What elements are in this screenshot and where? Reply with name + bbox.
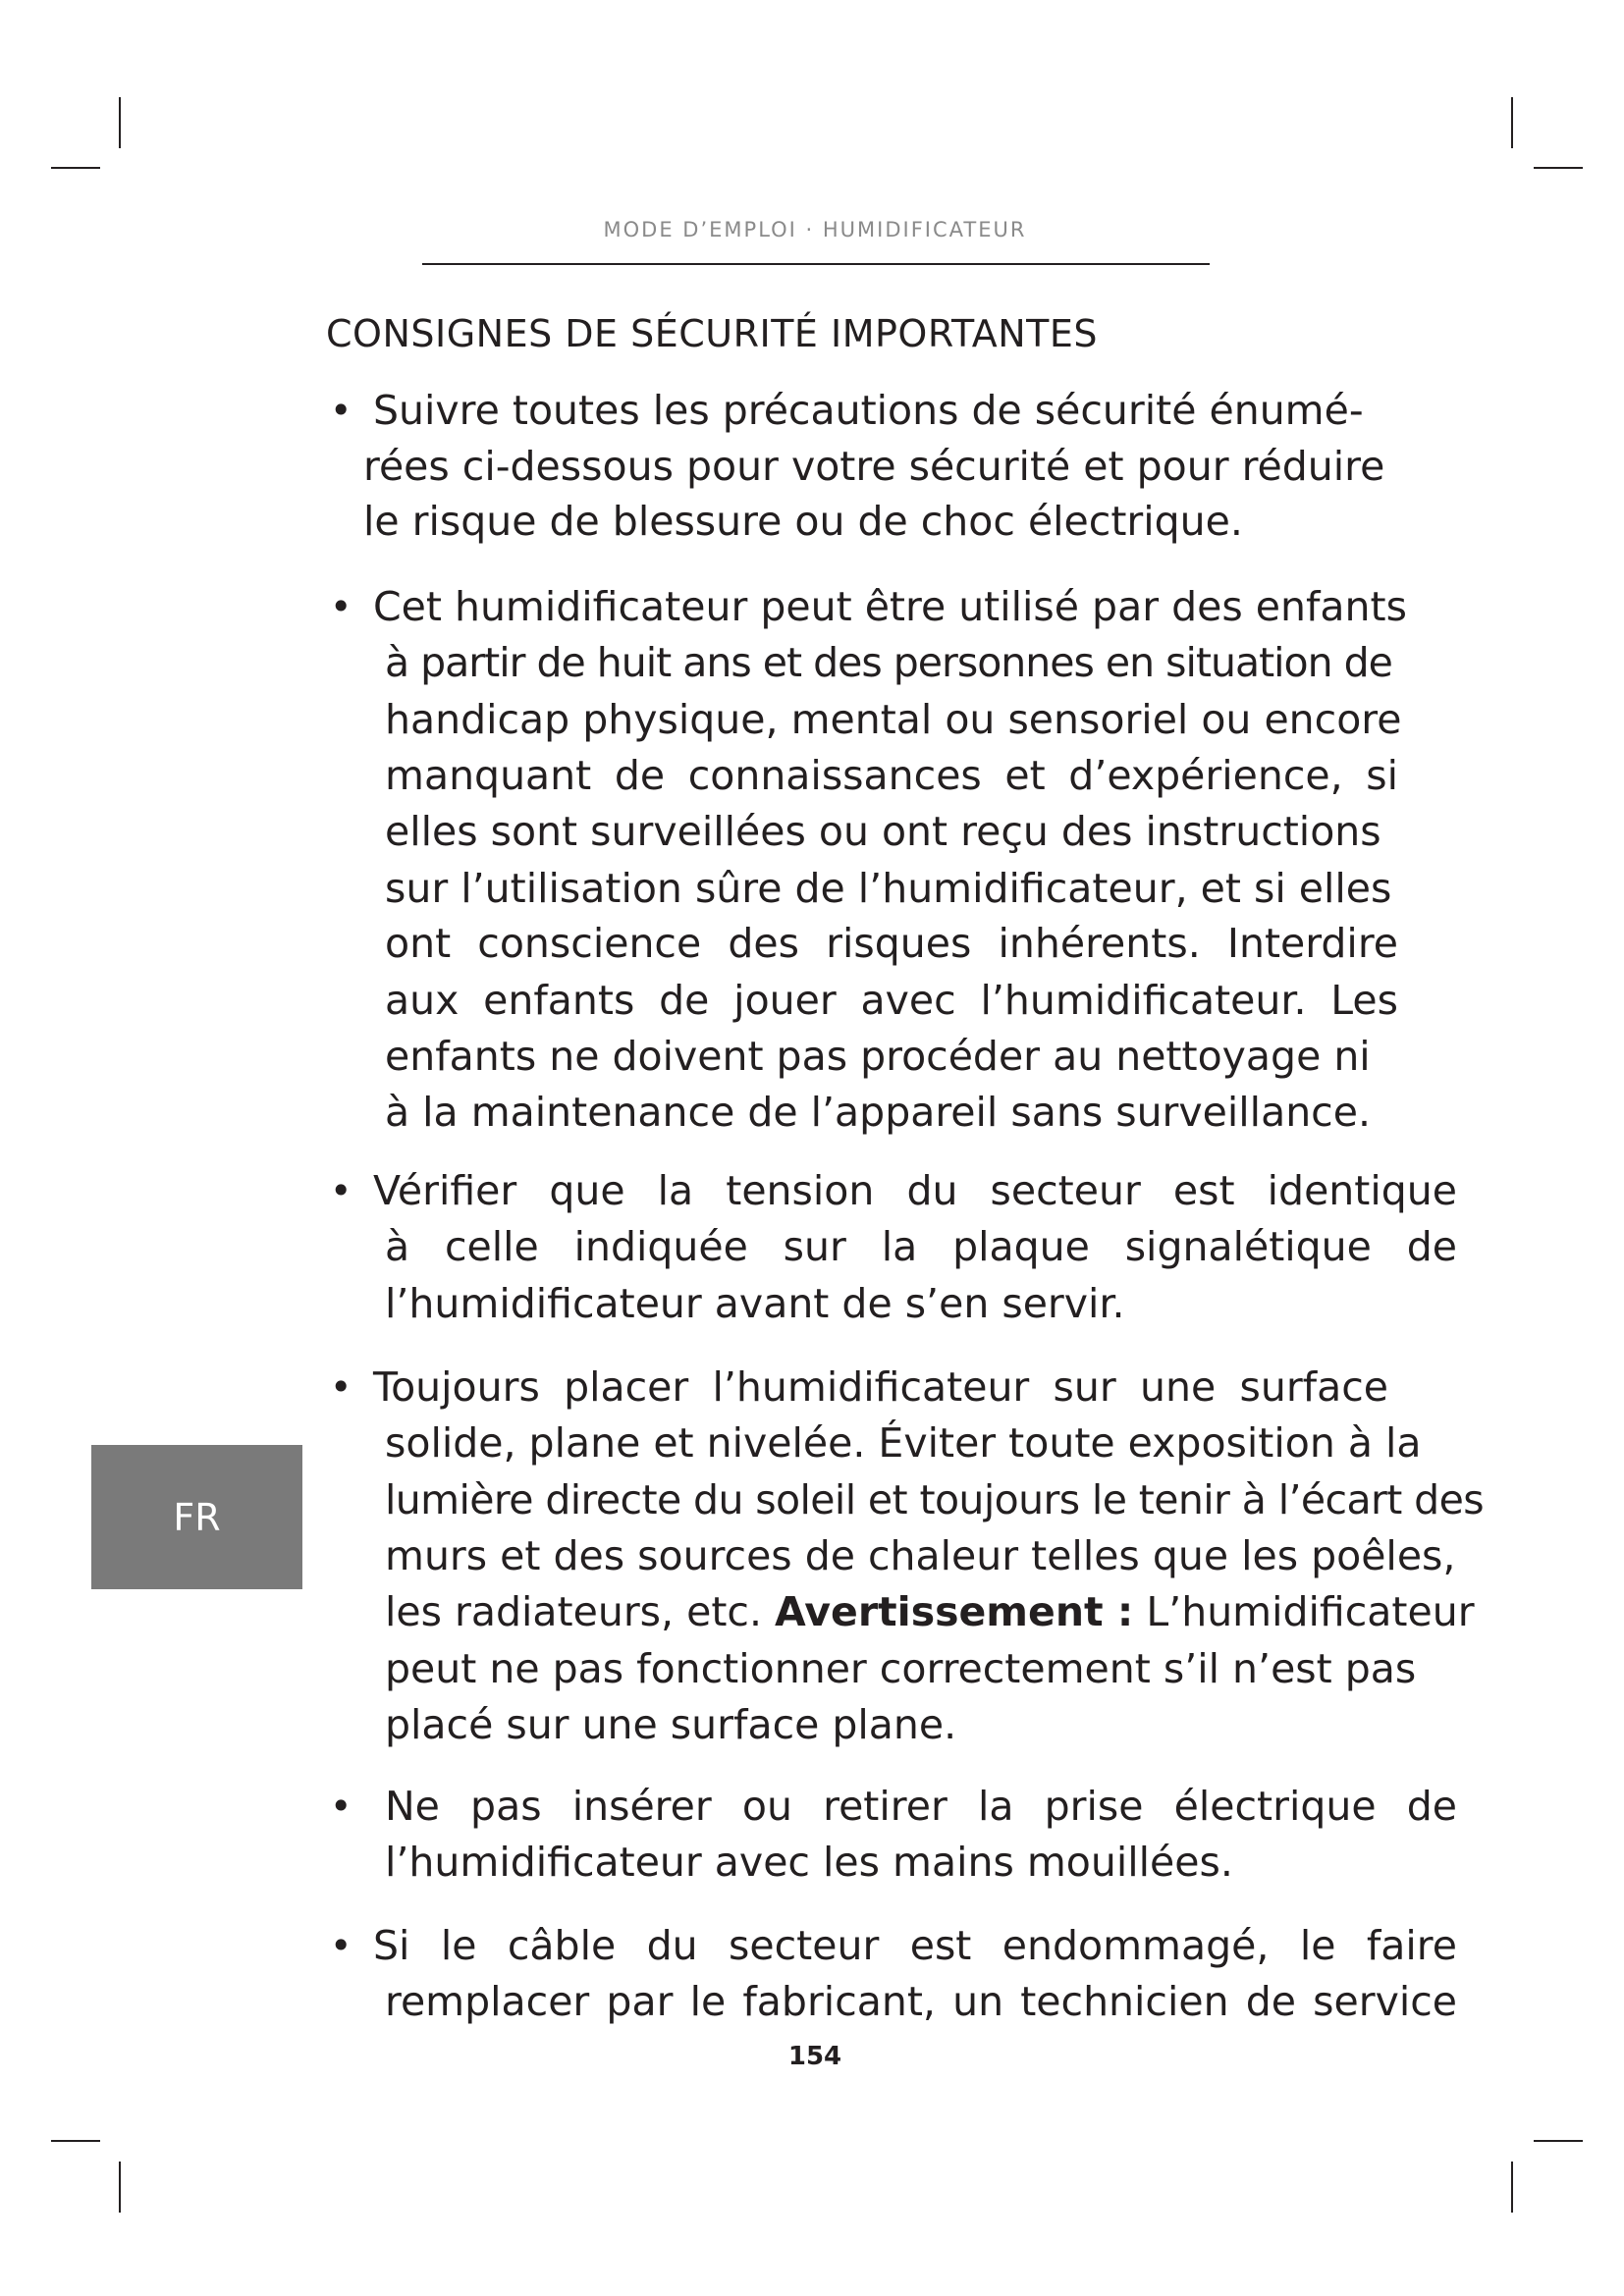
text-line: à celle indiquée sur la plaque signalétique de	[385, 1223, 1457, 1270]
text-line: elles sont surveillées ou ont reçu des instructions	[385, 808, 1381, 855]
text-line: le risque de blessure ou de choc électrique.	[363, 498, 1243, 545]
text-line: ont conscience des risques inhérents. Interdire	[385, 920, 1398, 967]
text-line: à la maintenance de l’appareil sans surveillance.	[385, 1089, 1371, 1136]
crop-mark-top-right-vertical	[1511, 97, 1513, 148]
text-line: l’humidificateur avant de s’en servir.	[385, 1280, 1125, 1327]
crop-mark-top-left-vertical	[119, 97, 121, 148]
text-line: aux enfants de jouer avec l’humidificateur. Les	[385, 977, 1398, 1024]
crop-mark-bottom-left-horizontal	[51, 2140, 100, 2142]
bullet-icon: •	[330, 1365, 352, 1409]
text-line: rées ci-dessous pour votre sécurité et pour réduire	[363, 443, 1385, 490]
language-tab-label: FR	[173, 1495, 221, 1539]
text-line: manquant de connaissances et d’expérience, si	[385, 752, 1398, 799]
bullet-icon: •	[330, 1924, 352, 1967]
crop-mark-top-right-horizontal	[1534, 167, 1583, 169]
bullet-icon: •	[330, 1785, 352, 1828]
text-line: l’humidificateur avec les mains mouillées.	[385, 1839, 1233, 1886]
language-tab	[91, 1445, 302, 1589]
text-line: placé sur une surface plane.	[385, 1701, 957, 1748]
warning-label: Avertissement :	[775, 1588, 1134, 1635]
crop-mark-top-left-horizontal	[51, 167, 100, 169]
text-line: enfants ne doivent pas procéder au nettoyage ni	[385, 1033, 1371, 1080]
page-number: 154	[787, 2042, 842, 2071]
text-line: Vérifier que la tension du secteur est identique	[373, 1167, 1457, 1214]
text-line: murs et des sources de chaleur telles que les poêles,	[385, 1532, 1456, 1579]
text-line: peut ne pas fonctionner correctement s’il n’est pas	[385, 1645, 1417, 1692]
warning-line	[385, 1584, 1475, 1640]
crop-mark-bottom-right-vertical	[1511, 2162, 1513, 2213]
text-line: Toujours placer l’humidificateur sur une surface	[373, 1363, 1388, 1411]
text-line: remplacer par le fabricant, un technicien de service	[385, 1978, 1457, 2025]
text-line: sur l’utilisation sûre de l’humidificateur, et si elles	[385, 865, 1392, 912]
section-title: CONSIGNES DE SÉCURITÉ IMPORTANTES	[326, 312, 1098, 355]
text-line: à partir de huit ans et des personnes en situation de	[385, 639, 1392, 686]
header-rule	[422, 263, 1210, 265]
text-line: Si le câble du secteur est endommagé, le faire	[373, 1922, 1457, 1969]
crop-mark-bottom-left-vertical	[119, 2162, 121, 2213]
text-line: solide, plane et nivelée. Éviter toute exposition à la	[385, 1419, 1422, 1467]
warning-line-after: L’humidificateur	[1133, 1588, 1475, 1635]
bullet-icon: •	[330, 585, 352, 628]
bullet-icon: •	[330, 1169, 352, 1212]
text-line: Ne pas insérer ou retirer la prise électrique de	[385, 1783, 1457, 1830]
bullet-icon: •	[330, 389, 352, 432]
warning-line-before: les radiateurs, etc.	[385, 1588, 776, 1635]
text-line: Suivre toutes les précautions de sécurité énumé-	[373, 387, 1364, 434]
running-header: MODE D’EMPLOI · HUMIDIFICATEUR	[603, 218, 1027, 241]
text-line: handicap physique, mental ou sensoriel ou encore	[385, 696, 1402, 743]
text-line: lumière directe du soleil et toujours le tenir à l’écart des	[385, 1476, 1484, 1523]
text-line: Cet humidificateur peut être utilisé par des enfants	[373, 583, 1407, 630]
crop-mark-bottom-right-horizontal	[1534, 2140, 1583, 2142]
